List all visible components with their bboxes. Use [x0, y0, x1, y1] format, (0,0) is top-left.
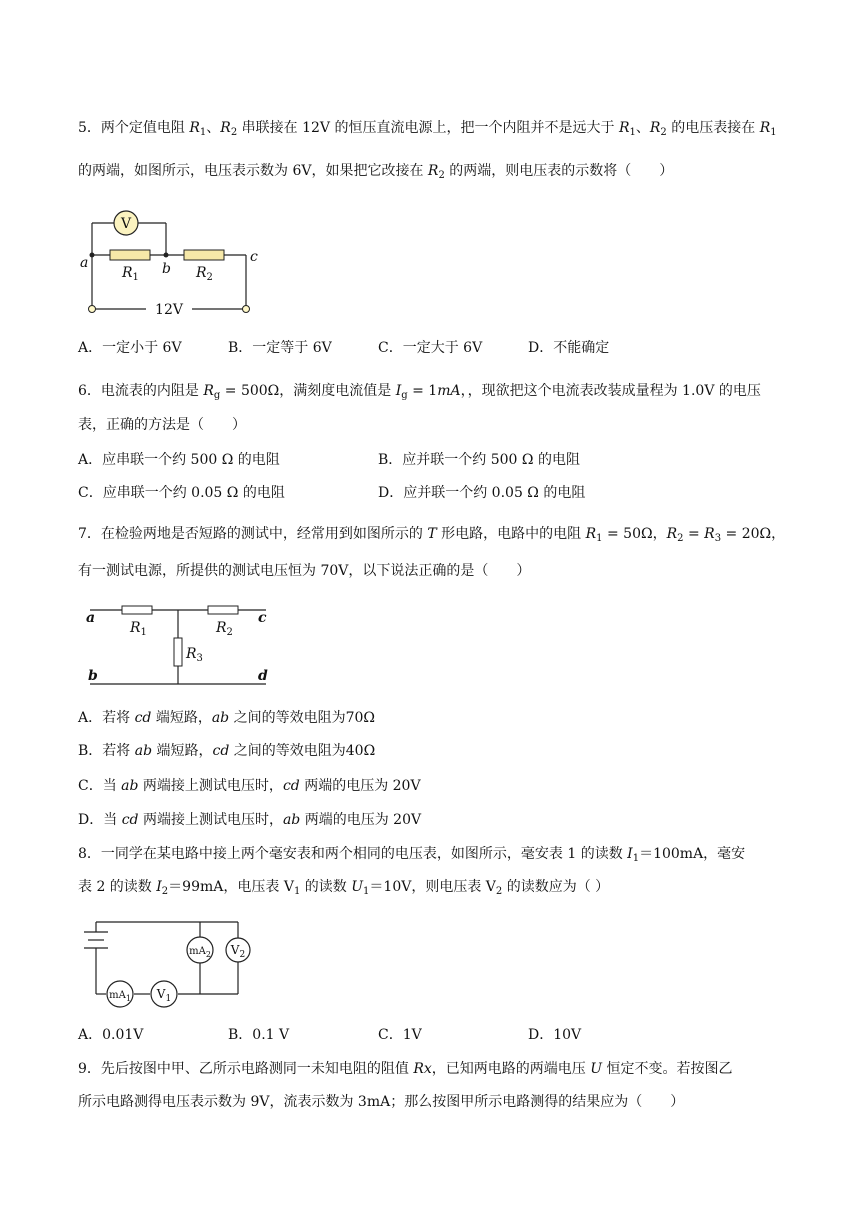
svg-text:b: b [88, 668, 98, 684]
q7-option-a[interactable]: A．若将 cd 端短路，ab 之间的等效电阻为70Ω [78, 710, 376, 726]
svg-text:R3: $R_3$ [186, 646, 203, 664]
svg-text:R1: $R_1$ [130, 620, 147, 638]
q6-option-b[interactable]: B．应并联一个约 500 Ω 的电阻 [378, 452, 580, 468]
q6-stem-line1: 6．电流表的内阻是 $R_g = 500\Omega$，满刻度电流值是 $I_g = 1mA$，，现欲把这个电流表改装成量程为 1.0V 的电压 [78, 383, 761, 401]
q5-option-b[interactable]: B．一定等于 6V [228, 340, 332, 356]
q7-t-circuit-figure [86, 598, 286, 693]
svg-text:R1: $R_1$ [122, 265, 139, 283]
q5-voltmeter-label: V [120, 216, 132, 232]
q6-stem-line2: 表，正确的方法是（ ） [78, 417, 246, 433]
svg-text:a: a [80, 255, 89, 271]
q7-stem-line2: 有一测试电源，所提供的测试电压恒为 70V，以下说法正确的是（ ） [78, 563, 531, 579]
svg-text:b: b [162, 261, 171, 277]
q8-meter-circuit-figure [80, 918, 260, 1013]
q5-stem-line2: 的两端，如图所示，电压表示数为 6V，如果把它改接在 $R_2$ 的两端，则电压表的示数将（ ） [78, 163, 674, 181]
q8-option-c[interactable]: C．1V [378, 1027, 422, 1043]
svg-text:mA2: $mA_2$ [189, 946, 211, 959]
svg-text:12V: 12V [155, 302, 183, 318]
svg-text:c: c [250, 249, 258, 265]
q5-circuit-figure [80, 205, 270, 320]
q8-stem-line2: 表 2 的读数 $I_2=99mA$，电压表 $V_1$ 的读数 $U_1=10V$，则电压表 $V_2$ 的读数应为（ ） [78, 879, 610, 897]
q7-option-c[interactable]: C．当 ab 两端接上测试电压时，cd 两端的电压为 20V [78, 778, 421, 794]
q9-stem-line2: 所示电路测得电压表示数为 9V，流表示数为 3mA；那么按图甲所示电路测得的结果应为（ ） [78, 1094, 685, 1110]
q6-option-c[interactable]: C．应串联一个约 0.05 Ω 的电阻 [78, 485, 285, 501]
q6-option-d[interactable]: D．应并联一个约 0.05 Ω 的电阻 [378, 485, 586, 501]
svg-text:a: a [86, 610, 96, 626]
q5-stem-line1: 5．两个定值电阻 $R_1$、$R_2$ 串联接在 12V 的恒压直流电源上，把一个内阻并不是远大于 $R_1$、$R_2$ 的电压表接在 $R_1$ [78, 120, 777, 138]
svg-text:c: c [258, 610, 267, 626]
q6-option-a[interactable]: A．应串联一个约 500 Ω 的电阻 [78, 452, 280, 468]
q8-option-d[interactable]: D．10V [528, 1027, 582, 1043]
q5-option-c[interactable]: C．一定大于 6V [378, 340, 483, 356]
q7-option-d[interactable]: D．当 cd 两端接上测试电压时，ab 两端的电压为 20V [78, 812, 422, 828]
q5-option-a[interactable]: A．一定小于 6V [78, 340, 182, 356]
svg-text:V2: $V_2$ [230, 943, 246, 960]
svg-text:V1: $V_1$ [156, 987, 172, 1004]
q8-stem-line1: 8．一同学在某电路中接上两个毫安表和两个相同的电压表，如图所示，毫安表 1 的读数 $I_1=100mA$，毫安 [78, 846, 746, 864]
q8-option-a[interactable]: A．0.01V [78, 1027, 144, 1043]
q7-option-b[interactable]: B．若将 ab 端短路，cd 之间的等效电阻为40Ω [78, 743, 376, 759]
svg-text:mA1: $mA_1$ [109, 990, 131, 1003]
svg-text:d: d [258, 668, 268, 684]
q8-option-b[interactable]: B．0.1 V [228, 1027, 290, 1043]
q5-option-d[interactable]: D．不能确定 [528, 340, 610, 356]
q9-stem-line1: 9．先后按图中甲、乙所示电路测同一未知电阻的阻值 Rx，已知两电路的两端电压 U 恒定不变。若按图乙 [78, 1061, 733, 1077]
svg-text:R2: $R_2$ [196, 265, 213, 283]
svg-text:R2: $R_2$ [216, 620, 233, 638]
q7-stem-line1: 7．在检验两地是否短路的测试中，经常用到如图所示的 T 形电路，电路中的电阻 $R_1 = 50\Omega$，$R_2 = R_3 = 20\Omega$， [78, 526, 786, 544]
